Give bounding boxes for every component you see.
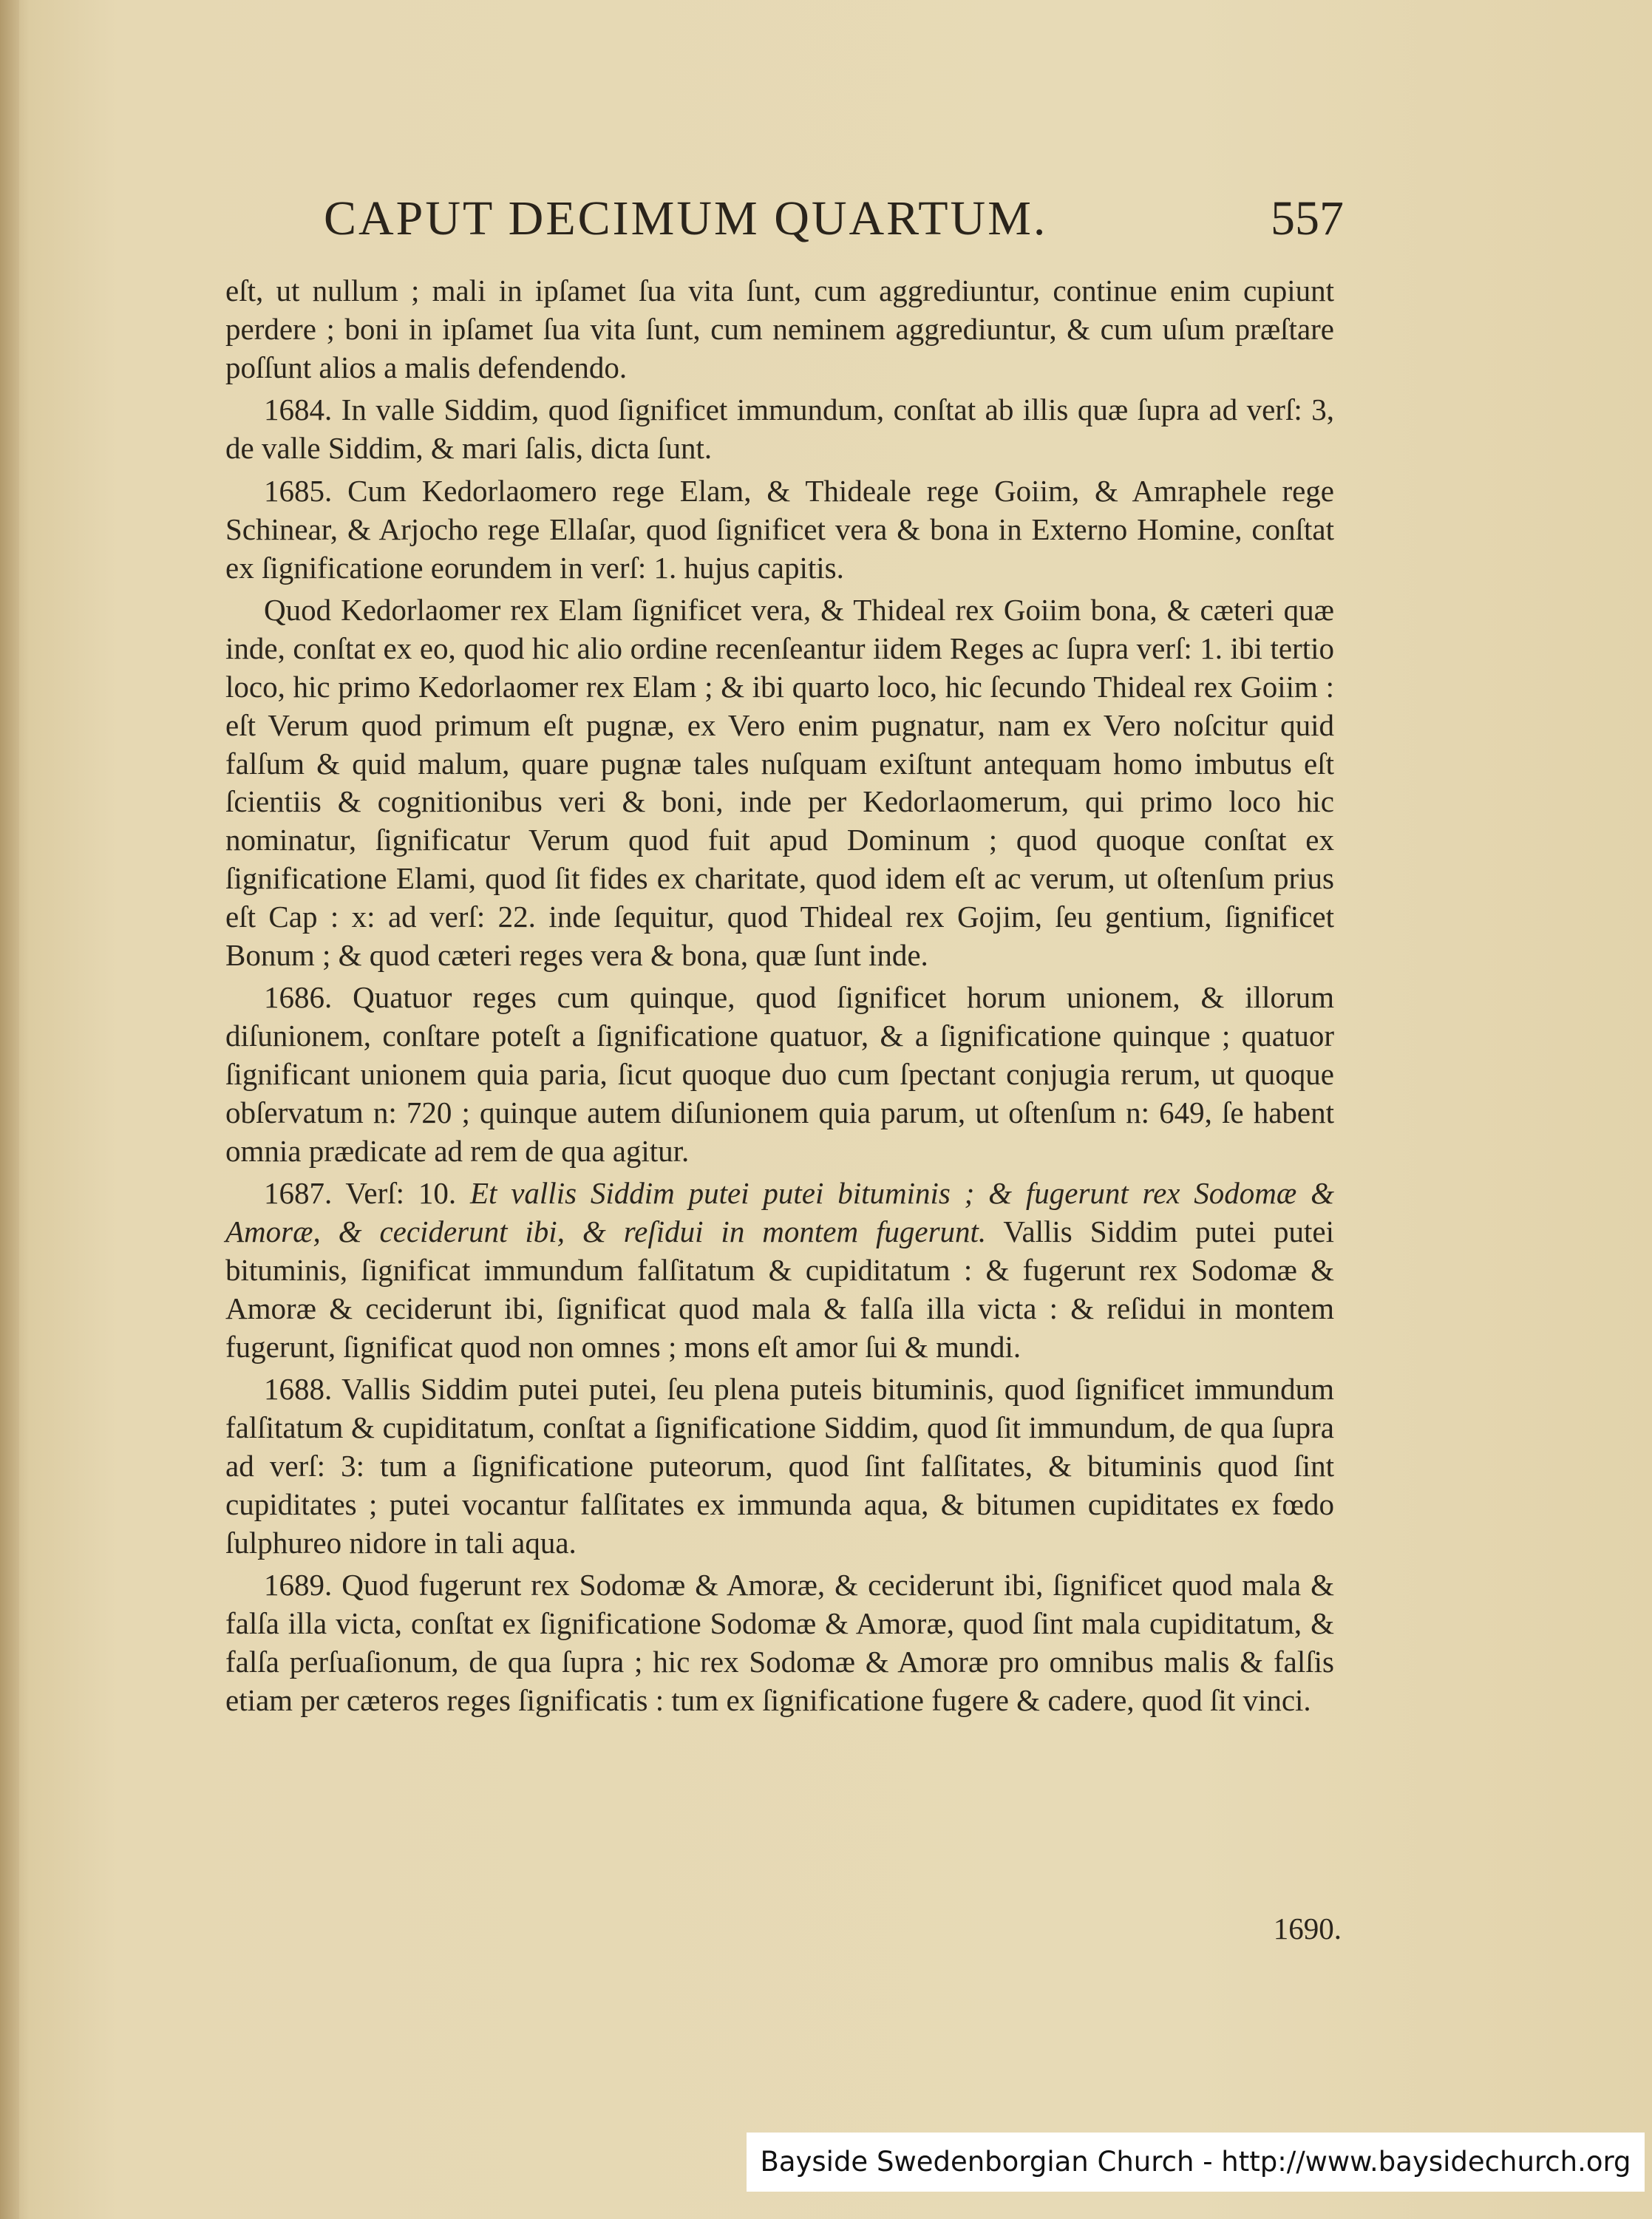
page-gutter — [0, 0, 19, 2219]
paragraph-1685-commentary: Quod Kedorlaomer rex Elam ſignificet vera, & Thideal rex Goiim bona, & cæteri quæ inde, conſtat ex eo, quod hic alio ordine recenſeantur iidem Reges ac ſupra verſ: 1. ibi tertio loco, hic primo Kedorlaomer rex Elam ; & ibi quarto loco, hic ſecundo Thideal rex Goiim : eſt Verum quod primum eſt pugnæ, ex Vero enim pugnatur, nam ex Vero noſcitur quid falſum & quid malum, quare pugnæ tales nuſquam exiſtunt antequam homo imbutus eſt ſcientiis & cognitionibus veri & boni, inde per Kedorlaomerum, qui primo loco hic nominatur, ſignificatur Verum quod fuit apud Dominum ; quod quoque conſtat ex ſignificatione Elami, quod ſit fides ex charitate, quod idem eſt ac verum, ut oſtenſum prius eſt Cap : x: ad verſ: 22. inde ſequitur, quod Thideal rex Gojim, ſeu gentium, ſignificet Bonum ; & quod cæteri reges vera & bona, quæ ſunt inde. — [225, 593, 1334, 972]
verse-quotation: Et vallis Siddim putei putei bituminis ; & fugerunt rex Sodomæ & Amoræ, & ceciderunt ibi, & reſidui in montem fugerunt. — [225, 1176, 1334, 1249]
verse-reference: 1687. Verſ: 10. — [264, 1176, 470, 1211]
page-number: 557 — [1271, 191, 1344, 245]
paragraph-1685: 1685. Cum Kedorlaomero rege Elam, & Thideale rege Goiim, & Amraphele rege Schinear, & Arjocho rege Ellaſar, quod ſignificet vera & bona in Externo Homine, conſtat ex ſignificatione eorundem in verſ: 1. hujus capitis. — [225, 473, 1334, 585]
paragraph-1687 — [225, 1175, 1334, 1366]
paragraph-1686: 1686. Quatuor reges cum quinque, quod ſignificet horum unionem, & illorum diſunionem, conſtare poteſt a ſignificatione quatuor, & a ſignificatione quinque ; quatuor ſignificant unionem quia paria, ſicut quoque duo cum ſpectant conjugia rerum, ut quoque obſervatum n: 720 ; quinque autem diſunionem quia parum, ut oſtenſum n: 649, ſe habent omnia prædicate ad rem de qua agitur. — [225, 980, 1334, 1168]
page-header — [324, 191, 1344, 250]
body-text — [225, 272, 1334, 1724]
paragraph-1689: 1689. Quod fugerunt rex Sodomæ & Amoræ, & ceciderunt ibi, ſignificet quod mala & falſa illa victa, conſtat ex ſignificatione Sodomæ & Amoræ, quod ſint mala cupiditatum, & falſa perſuaſionum, de qua ſupra ; hic rex Sodomæ & Amoræ pro omnibus malis & falſis etiam per cæteros reges ſignificatis : tum ex ſignificatione fugere & cadere, quod ſit vinci. — [225, 1568, 1334, 1717]
verse-explanation: Vallis Siddim putei putei bituminis, ſignificat immundum falſitatum & cupiditatum : & fugerunt rex Sodomæ & Amoræ & ceciderunt ibi, ſignificat quod mala & falſa illa victa : & reſidui in montem fugerunt, ſignificat quod non omnes ; mons eſt amor ſui & mundi. — [225, 1214, 1334, 1364]
paragraph-1688: 1688. Vallis Siddim putei putei, ſeu plena puteis bituminis, quod ſignificet immundum falſitatum & cupiditatum, conſtat a ſignificatione Siddim, quod ſit immundum, de qua ſupra ad verſ: 3: tum a ſignificatione puteorum, quod ſint falſitates, & bituminis quod ſint cupiditates ; putei vocantur falſitates ex immunda aqua, & bitumen cupiditates ex fœdo ſulphureo nidore in tali aqua. — [225, 1372, 1334, 1560]
paragraph-1684: 1684. In valle Siddim, quod ſignificet immundum, conſtat ab illis quæ ſupra ad verſ: 3, de valle Siddim, & mari ſalis, dicta ſunt. — [225, 393, 1334, 466]
watermark-banner: Bayside Swedenborgian Church - http://www.baysidechurch.org — [747, 2133, 1645, 2192]
paragraph-continuation: eſt, ut nullum ; mali in ipſamet ſua vita ſunt, cum aggrediuntur, continue enim cupiunt perdere ; boni in ipſamet ſua vita ſunt, cum neminem aggrediuntur, & cum uſum præſtare poſſunt alios a malis defendendo. — [225, 273, 1334, 384]
catchword: 1690. — [1273, 1912, 1342, 1946]
running-title: CAPUT DECIMUM QUARTUM. — [324, 191, 1048, 245]
